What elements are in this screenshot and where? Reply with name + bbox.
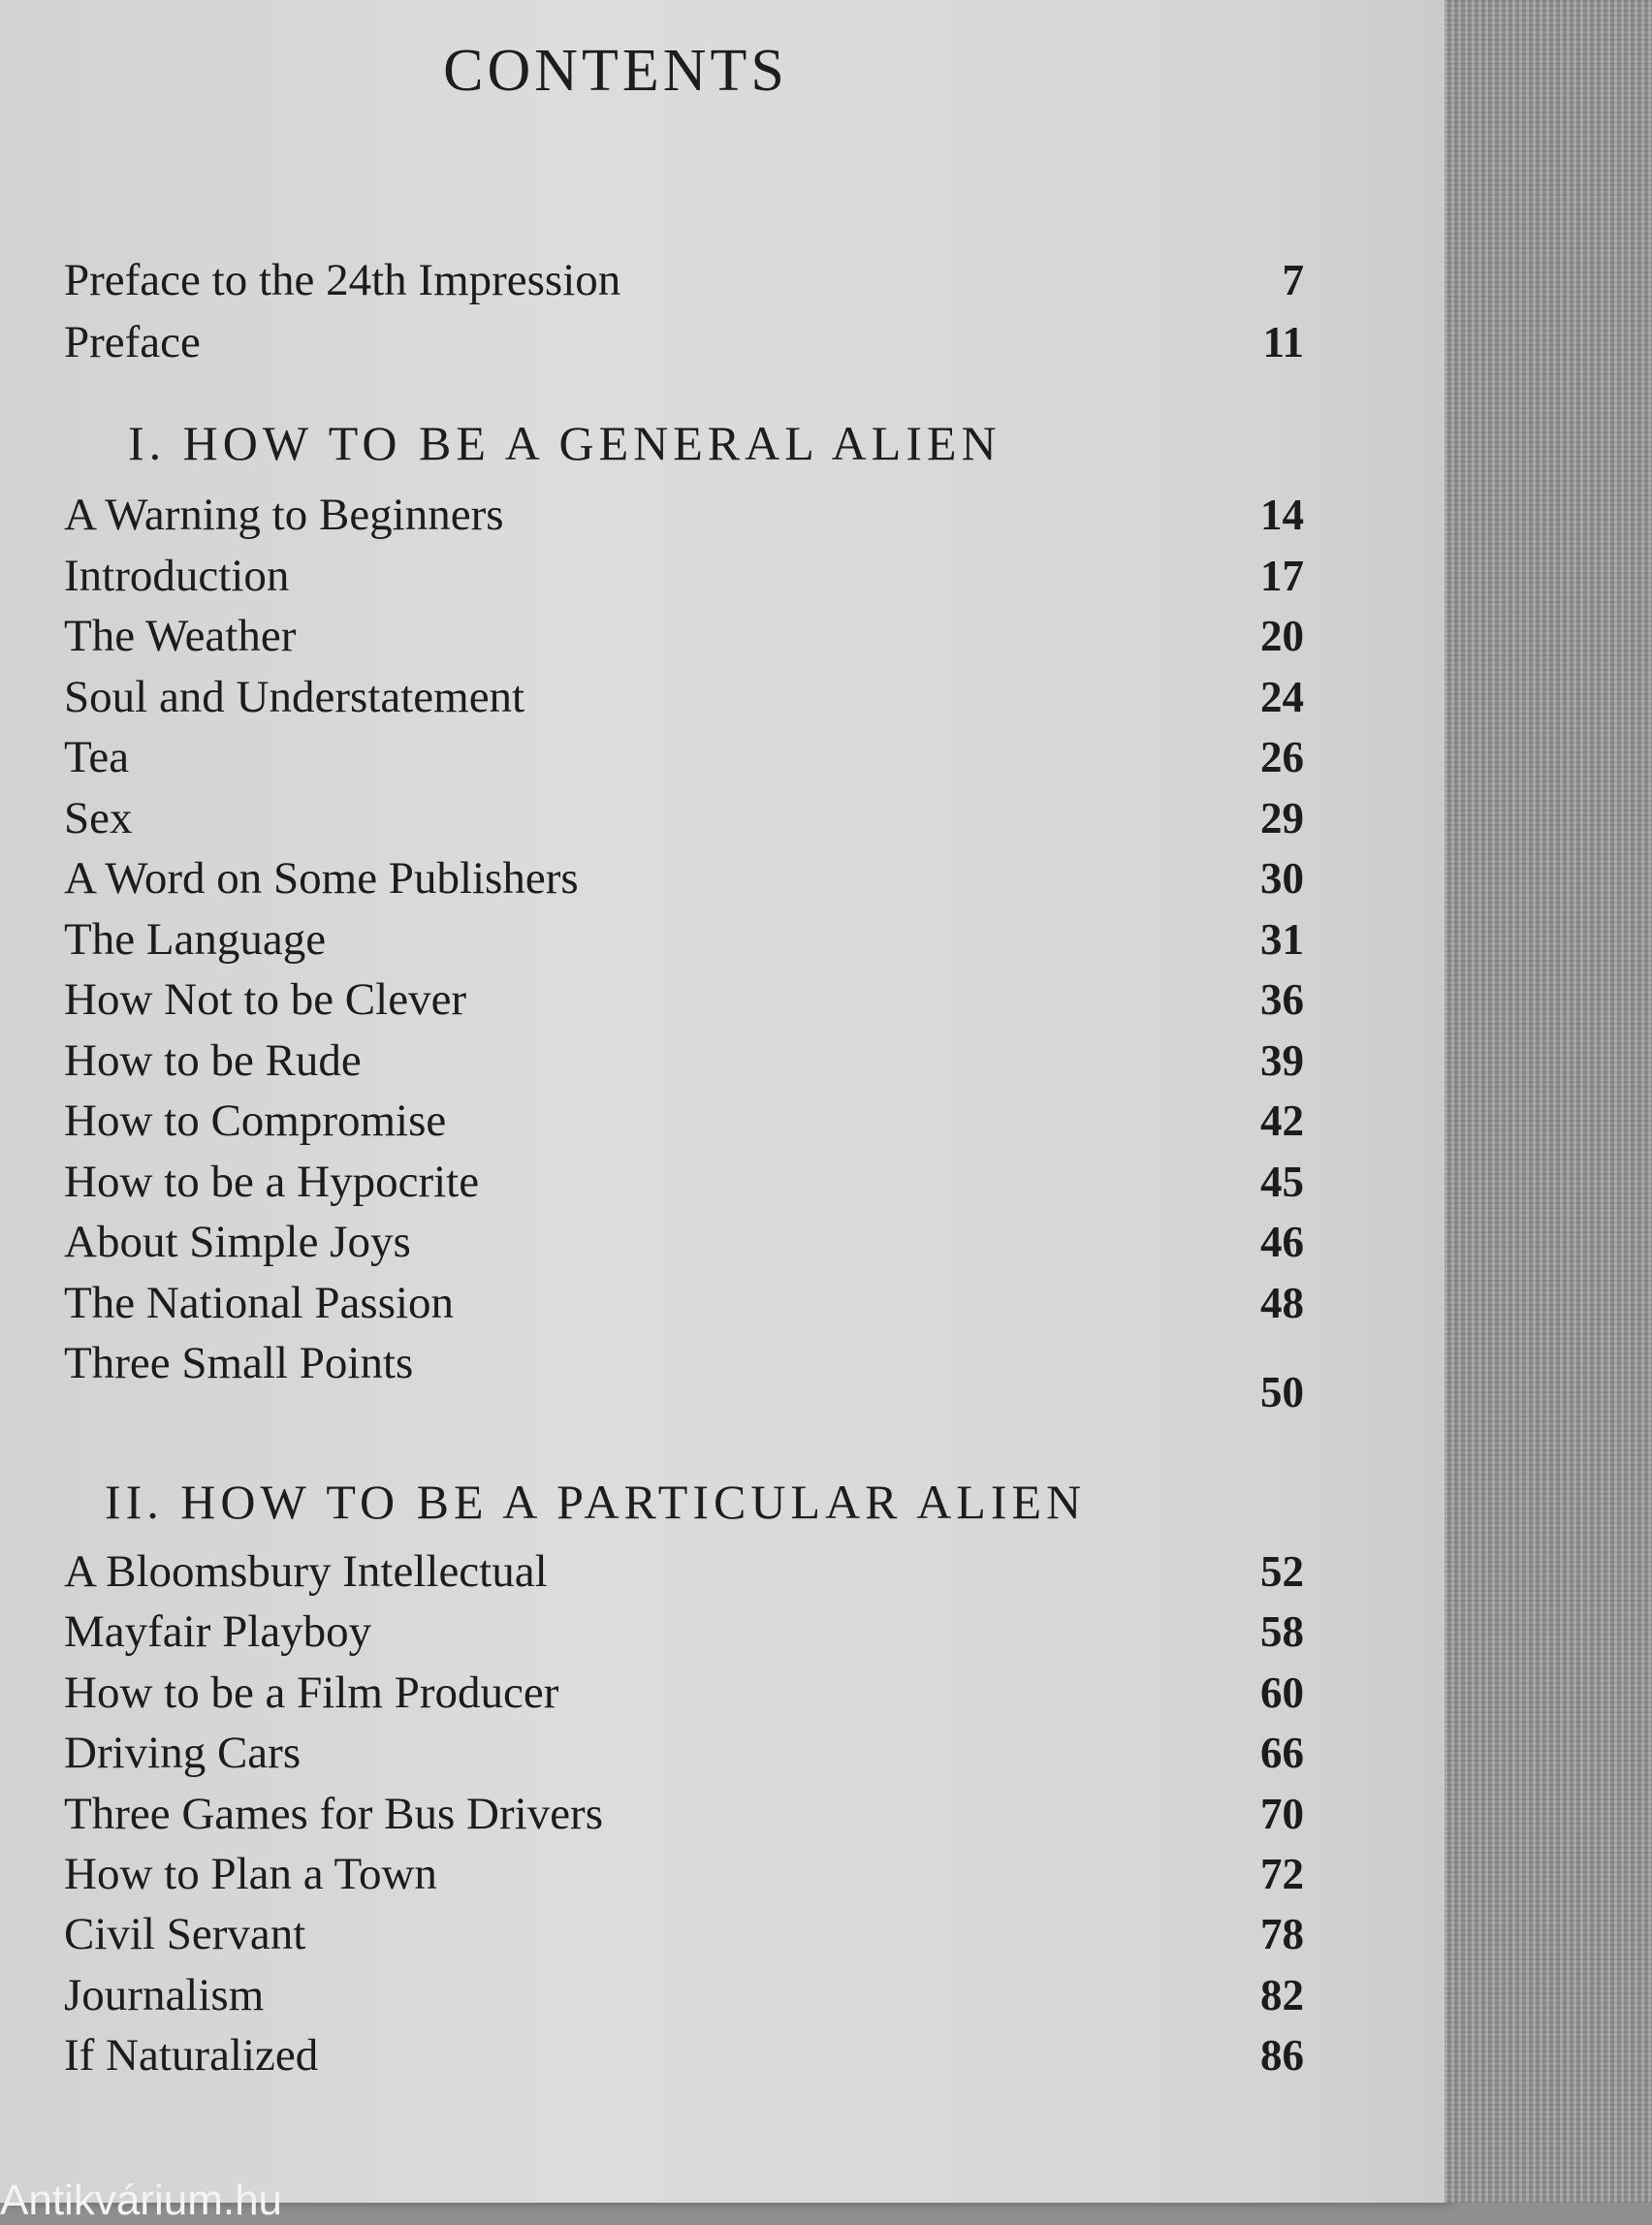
toc-entry	[0, 312, 1445, 372]
toc-entry-title: How to Compromise	[64, 1096, 447, 1146]
toc-entry	[0, 909, 1445, 969]
toc-entry-title: A Bloomsbury Intellectual	[64, 1546, 548, 1597]
toc-entry-title: How to Plan a Town	[64, 1849, 437, 1899]
toc-entry-title: How to be a Film Producer	[64, 1667, 559, 1718]
toc-entry	[0, 485, 1445, 545]
toc-entry-title: Sex	[64, 792, 133, 843]
toc-entry	[0, 1844, 1445, 1904]
toc-entry-page: 58	[1260, 1607, 1304, 1657]
toc-entry-page: 72	[1260, 1850, 1304, 1898]
toc-entry-title: Preface	[64, 317, 201, 367]
toc-entry-page: 39	[1260, 1035, 1304, 1085]
toc-entry-page: 17	[1260, 551, 1304, 600]
toc-entry-title: How to be Rude	[64, 1034, 362, 1086]
toc-entry	[0, 1965, 1445, 2025]
toc-entry-title: Three Games for Bus Drivers	[64, 1788, 603, 1839]
toc-entry-title: The Weather	[64, 611, 297, 661]
toc-entry-page: 66	[1260, 1729, 1304, 1778]
toc-entry-title: Preface to the 24th Impression	[64, 255, 621, 305]
page-edge	[1445, 0, 1652, 2203]
section-heading: I. HOW TO BE A GENERAL ALIEN	[128, 416, 1001, 470]
toc-entry	[0, 250, 1445, 310]
toc-entry	[0, 606, 1445, 666]
toc-entry-page: 7	[1282, 256, 1304, 304]
toc-entry-title: Introduction	[64, 550, 290, 601]
toc-entry	[0, 1152, 1445, 1212]
toc-entry-page: 20	[1260, 612, 1304, 660]
toc-entry-title: Journalism	[64, 1969, 265, 2020]
toc-entry-page: 82	[1260, 1970, 1304, 2019]
toc-entry	[0, 1904, 1445, 1964]
toc-entry-page: 86	[1260, 2031, 1304, 2081]
toc-entry-page: 31	[1260, 914, 1304, 964]
toc-entry-page: 36	[1260, 975, 1304, 1024]
toc-entry-page: 70	[1260, 1789, 1304, 1838]
toc-entry-page: 48	[1260, 1278, 1304, 1327]
toc-entry	[0, 1031, 1445, 1091]
toc-entry-page: 42	[1260, 1097, 1304, 1145]
toc-entry-page: 50	[1260, 1368, 1304, 1416]
toc-entry	[0, 1723, 1445, 1783]
toc-entry	[0, 2025, 1445, 2085]
toc-entry	[0, 1602, 1445, 1662]
toc-entry-title: Three Small Points	[64, 1338, 414, 1388]
toc-entry	[0, 1542, 1445, 1602]
toc-entry-title: If Naturalized	[64, 2030, 319, 2082]
toc-entry-title: Tea	[64, 732, 130, 782]
toc-entry-title: Driving Cars	[64, 1728, 302, 1779]
toc-entry	[0, 1333, 1445, 1416]
toc-entry-title: About Simple Joys	[64, 1217, 411, 1267]
toc-entry	[0, 1212, 1445, 1272]
toc-entry-page: 46	[1260, 1218, 1304, 1266]
toc-entry-title: A Warning to Beginners	[64, 490, 504, 540]
toc-entry-page: 11	[1262, 318, 1304, 366]
toc-entry-page: 14	[1260, 491, 1304, 539]
watermark: Antikvárium.hu	[0, 2177, 283, 2224]
toc-entry-title: How Not to be Clever	[64, 974, 467, 1025]
toc-entry	[0, 788, 1445, 848]
toc-entry-title: Mayfair Playboy	[64, 1606, 372, 1658]
toc-entry	[0, 1273, 1445, 1333]
toc-entry	[0, 727, 1445, 787]
page-title: CONTENTS	[443, 38, 788, 104]
toc-entry	[0, 1091, 1445, 1151]
toc-entry-title: Soul and Understatement	[64, 671, 525, 722]
toc-entry-title: The National Passion	[64, 1277, 455, 1328]
toc-entry	[0, 667, 1445, 727]
toc-entry	[0, 848, 1445, 908]
toc-entry-page: 52	[1260, 1547, 1304, 1596]
toc-entry-page: 45	[1260, 1157, 1304, 1206]
toc-entry-title: Civil Servant	[64, 1909, 306, 1960]
toc-entry-title: A Word on Some Publishers	[64, 853, 579, 904]
toc-entry-page: 29	[1260, 793, 1304, 842]
toc-entry	[0, 969, 1445, 1030]
toc-entry	[0, 546, 1445, 606]
section-heading: II. HOW TO BE A PARTICULAR ALIEN	[105, 1475, 1087, 1529]
toc-entry-page: 26	[1260, 733, 1304, 781]
toc-entry-title: How to be a Hypocrite	[64, 1156, 480, 1207]
toc-entry	[0, 1784, 1445, 1844]
toc-entry-page: 24	[1260, 672, 1304, 721]
toc-entry	[0, 1663, 1445, 1723]
toc-entry-page: 30	[1260, 854, 1304, 903]
toc-entry-page: 60	[1260, 1668, 1304, 1717]
toc-entry-title: The Language	[64, 913, 327, 965]
toc-entry-page: 78	[1260, 1910, 1304, 1959]
